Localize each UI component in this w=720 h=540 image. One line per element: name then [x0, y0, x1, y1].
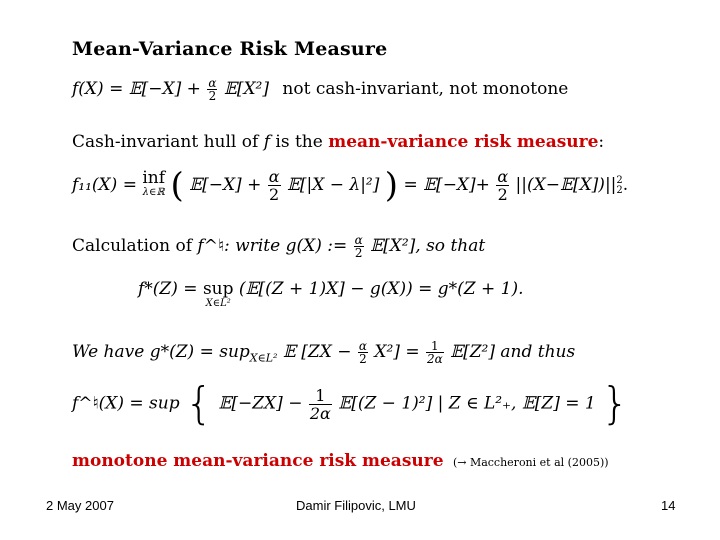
- hull-formula: [72, 165, 629, 206]
- x-squared-term: X²] =: [374, 342, 420, 362]
- hull-prefix: Cash-invariant hull of: [72, 132, 259, 152]
- monotone-formula: [72, 378, 630, 429]
- formula-rhs: 𝔼[X²]: [223, 79, 269, 99]
- close-brace: }: [601, 378, 630, 429]
- fraction-one-over-two-alpha: $\frac{1}{2\alpha}$: [426, 339, 443, 366]
- calculation-line: [72, 234, 485, 259]
- fraction-alpha-half: $\frac{\alpha}{2}$: [208, 76, 217, 103]
- calc-prefix: Calculation of: [72, 236, 193, 256]
- close-paren: ): [384, 165, 399, 206]
- hull-term1: 𝔼[−X] +: [189, 175, 262, 195]
- expectation-term: 𝔼 [ZX −: [282, 342, 352, 362]
- hull-lhs: f₁₁(X) =: [72, 175, 137, 195]
- sup-subscript: X∈L²: [249, 351, 278, 365]
- property-note: not cash-invariant, not monotone: [282, 79, 569, 99]
- fraction-alpha-half: $\frac{\alpha}{2}$: [354, 233, 363, 260]
- footer-page-number: 14: [661, 498, 676, 513]
- citation: (→ Maccheroni et al (2005)): [452, 456, 609, 469]
- calc-mid: : write g(X) :=: [224, 236, 348, 256]
- conjugate-lhs: f*(Z) =: [138, 279, 198, 299]
- norm-indices: 2 2: [616, 174, 623, 196]
- conjugate-computation: [72, 340, 575, 365]
- and-thus-suffix: 𝔼[Z²] and thus: [450, 342, 576, 362]
- footer-date: 2 May 2007: [46, 498, 114, 513]
- open-paren: (: [170, 165, 184, 206]
- monotone-term2: 𝔼[(Z − 1)²] | Z ∈ L²₊, 𝔼[Z] = 1: [338, 393, 596, 414]
- fraction-alpha-half: $\frac{\alpha}{2}$: [358, 339, 367, 366]
- fraction-alpha-half: $\frac{\alpha}{2}$: [268, 167, 280, 204]
- fraction-alpha-half: $\frac{\alpha}{2}$: [497, 167, 509, 204]
- monotone-statement: [72, 451, 609, 471]
- conjugate-rhs: (𝔼[(Z + 1)X] − g(X)) = g*(Z + 1).: [238, 279, 524, 299]
- monotone-term1: 𝔼[−ZX] −: [218, 393, 303, 414]
- mean-variance-highlight: mean-variance risk measure: [328, 132, 599, 152]
- f-natural-symbol: f^♮: [197, 236, 225, 256]
- calc-expr: 𝔼[X²], so that: [370, 236, 486, 256]
- open-brace: {: [185, 378, 213, 429]
- norm-term: ||(X−𝔼[X])||: [515, 175, 617, 195]
- hull-suffix: :: [598, 132, 605, 152]
- hull-is-the: is the: [275, 132, 323, 152]
- inf-operator: inf λ∈ℝ: [142, 168, 166, 198]
- slide-title: Mean-Variance Risk Measure: [72, 38, 388, 60]
- hull-statement: [72, 132, 604, 152]
- f-symbol: f: [263, 132, 270, 152]
- footer-author: Damir Filipovic, LMU: [296, 498, 416, 513]
- fraction-one-over-two-alpha: $\frac{1}{2\alpha}$: [309, 385, 331, 423]
- definition-line: [72, 77, 568, 102]
- we-have-prefix: We have g*(Z) = sup: [72, 342, 250, 362]
- formula-lhs: f(X) = 𝔼[−X] +: [72, 79, 201, 99]
- hull-term2: 𝔼[|X − λ|²]: [286, 175, 380, 195]
- monotone-highlight: monotone mean-variance risk measure: [72, 451, 444, 471]
- monotone-lhs: f^♮(X) = sup: [72, 393, 180, 414]
- sup-operator: sup X∈L²: [202, 279, 234, 309]
- hull-eq: = 𝔼[−X]+: [403, 175, 490, 195]
- conjugate-formula: [138, 279, 524, 309]
- period: .: [622, 175, 629, 195]
